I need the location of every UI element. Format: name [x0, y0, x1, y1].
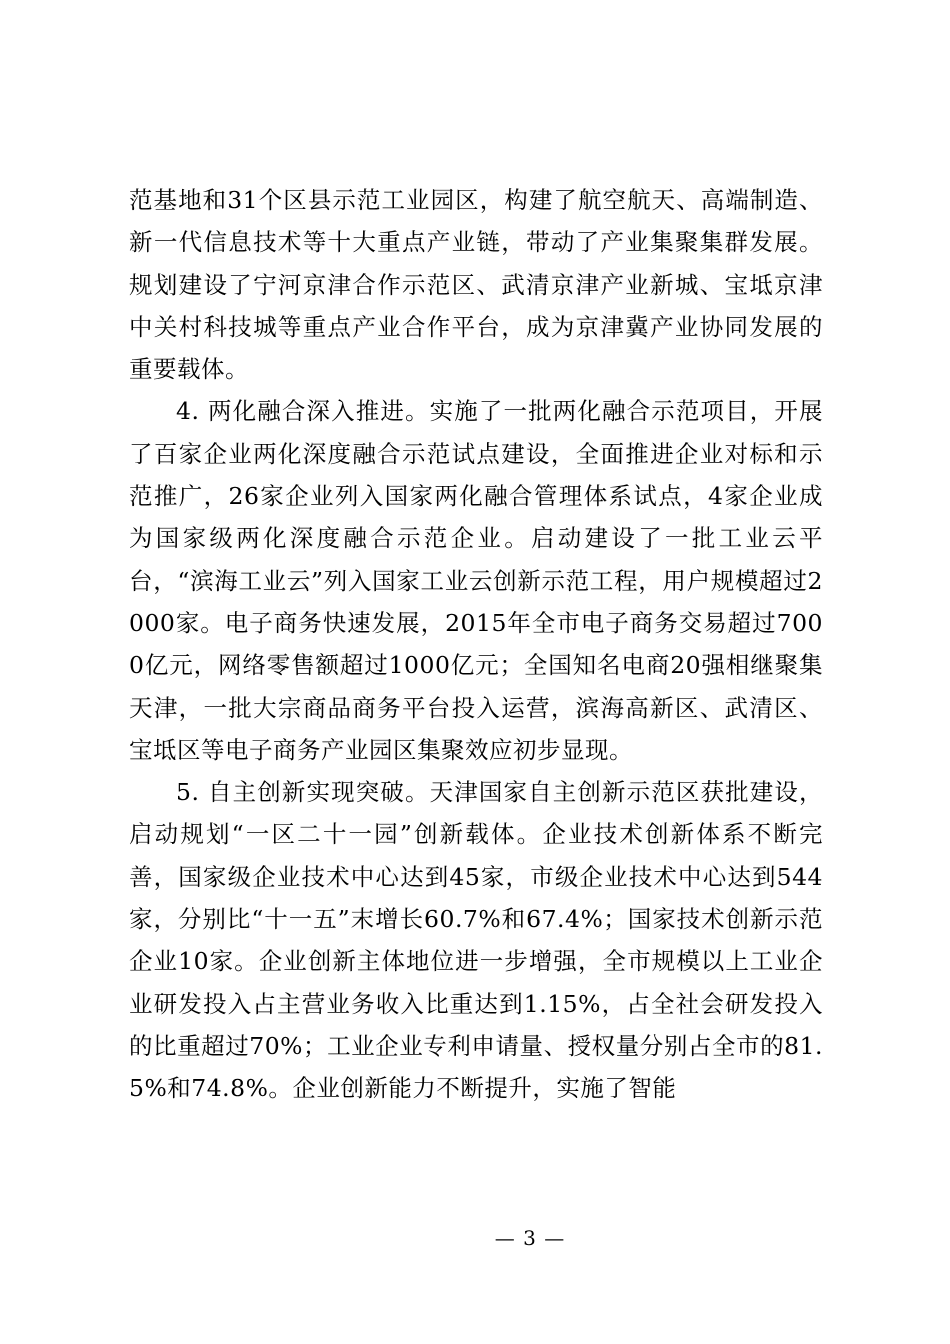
- page-number: — 3 —: [494, 1226, 566, 1250]
- paragraph-continued: 范基地和31个区县示范工业园区，构建了航空航天、高端制造、新一代信息技术等十大重点产业链，带动了产业集聚集群发展。规划建设了宁河京津合作示范区、武清京津产业新城、宝坻京津中关村科技城等重点产业合作平台，成为京津冀产业协同发展的重要载体。: [129, 186, 823, 384]
- paragraph-item-5: 5. 自主创新实现突破。天津国家自主创新示范区获批建设，启动规划“一区二十一园”创新载体。企业技术创新体系不断完善，国家级企业技术中心达到45家，市级企业技术中心达到544家，分别比“十一五”末增长60.7%和67.4%；国家技术创新示范企业10家。企业创新主体地位进一步增强，全市规模以上工业企业研发投入占主营业务收入比重达到1.15%，占全社会研发投入的比重超过70%；工业企业专利申请量、授权量分别占全市的81.5%和74.8%。企业创新能力不断提升，实施了智能: [129, 778, 823, 1103]
- body-text: [129, 179, 823, 1110]
- paragraph-item-4: 4. 两化融合深入推进。实施了一批两化融合示范项目，开展了百家企业两化深度融合示范试点建设，全面推进企业对标和示范推广，26家企业列入国家两化融合管理体系试点，4家企业成为国家级两化深度融合示范企业。启动建设了一批工业云平台，“滨海工业云”列入国家工业云创新示范工程，用户规模超过2000家。电子商务快速发展，2015年全市电子商务交易超过7000亿元，网络零售额超过1000亿元；全国知名电商20强相继聚集天津，一批大宗商品商务平台投入运营，滨海高新区、武清区、宝坻区等电子商务产业园区集聚效应初步显现。: [129, 397, 823, 764]
